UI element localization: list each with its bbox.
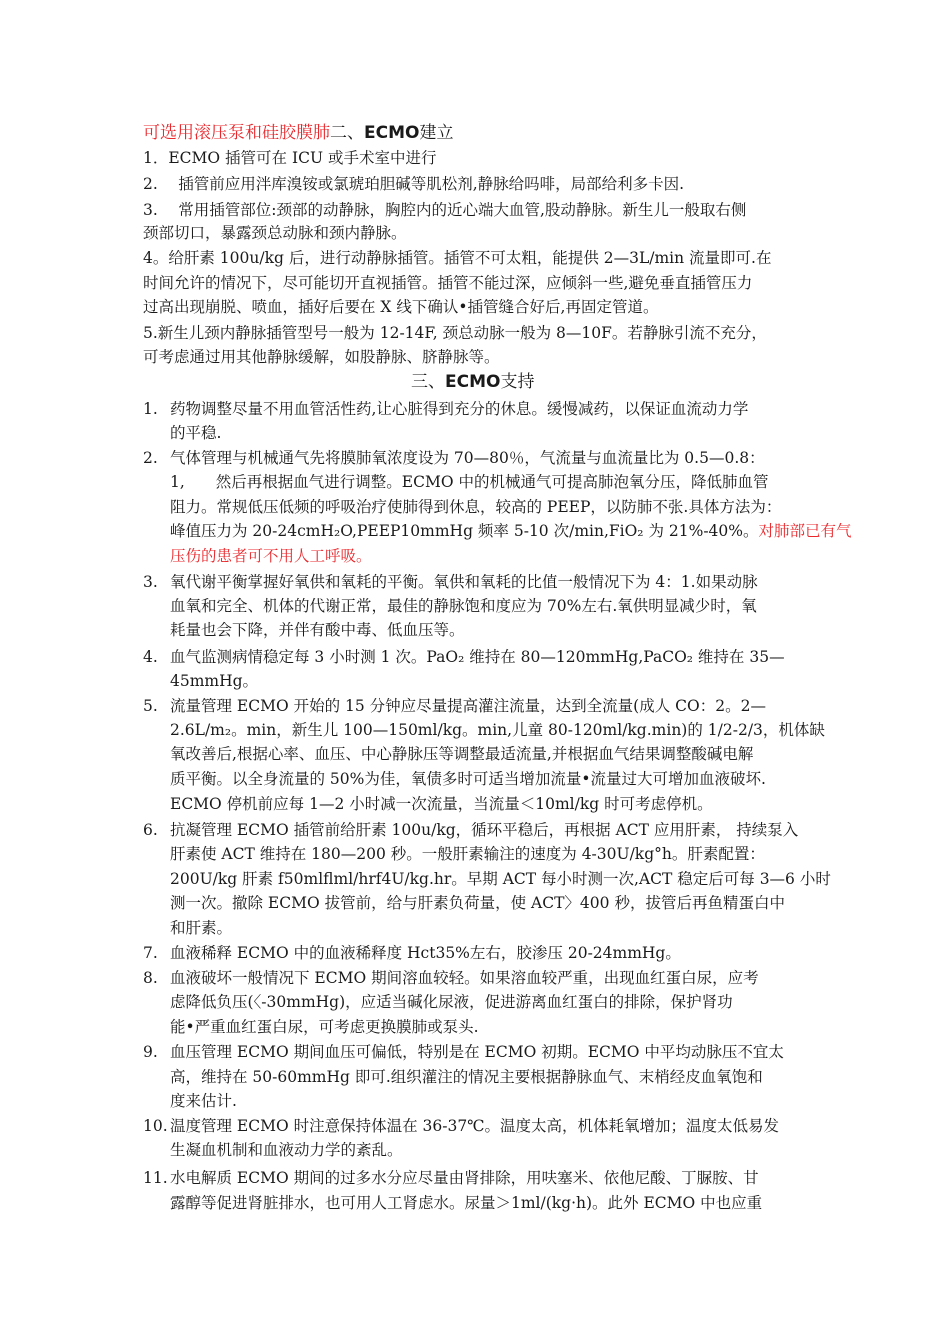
heading-text: 支持 <box>500 372 535 392</box>
heading-number: 三、 <box>411 372 445 392</box>
list-item-line: 气体管理与机械通气先将膜肺氧浓度设为 70—80％，气流量与血流量比为 0.5—0.8： <box>170 449 765 467</box>
list-number: 5. <box>143 697 158 715</box>
red-warning-text: 对肺部已有气 <box>758 522 852 540</box>
list-item-line: 温度管理 ECMO 时注意保持体温在 36-37℃。温度太高，机体耗氧增加；温度太低易发 <box>170 1117 780 1135</box>
list-number: 7. <box>143 944 158 962</box>
section-3-heading <box>411 370 534 394</box>
heading-ecmo: ECMO <box>364 123 420 143</box>
heading-text: 建立 <box>419 123 454 143</box>
list-item-line: 流量管理 ECMO 开始的 15 分钟应尽量提高灌注流量，达到全流量(成人 CO：2。2— <box>170 697 766 715</box>
list-number: 3. <box>143 573 158 591</box>
list-item-line: 测一次。撤除 ECMO 拔管前，给与肝素负荷量，使 ACT〉400 秒，拔管后再鱼精蛋白中 <box>170 894 785 912</box>
s2-line: 过高出现崩脱、喷血，插好后要在 X 线下确认•插管缝合好后,再固定管道。 <box>143 298 659 316</box>
s2-line: 3. 常用插管部位:颈部的动静脉，胸腔内的近心端大血管,股动静脉。新生儿一般取右侧 <box>143 201 747 219</box>
list-item-line: 氧代谢平衡掌握好氧供和氧耗的平衡。氧供和氧耗的比值一般情况下为 4：1.如果动脉 <box>170 573 758 591</box>
s2-line: 2. 插管前应用泮库溴铵或氯琥珀胆碱等肌松剂,静脉给吗啡，局部给利多卡因. <box>143 175 685 193</box>
list-item-line: 2.6L/m₂。min，新生儿 100—150ml/kg。min,儿童 80-120ml/kg.min)的 1/2-2/3，机体缺 <box>170 721 825 739</box>
list-item-text: 峰值压力为 20-24cmH₂O,PEEP10mmHg 频率 5-10 次/min,FiO₂ 为 21%-40%。 <box>170 522 759 540</box>
list-item-line: 质平衡。以全身流量的 50%为佳，氧债多时可适当增加流量•流量过大可增加血液破坏. <box>170 770 766 788</box>
list-item-line: 抗凝管理 ECMO 插管前给肝素 100u/kg，循环平稳后，再根据 ACT 应用肝素， 持续泵入 <box>170 821 799 839</box>
list-number: 1. <box>143 400 158 418</box>
red-prefix: 可选用滚压泵和硅胶膜肺 <box>143 123 330 143</box>
s2-line: 颈部切口，暴露颈总动脉和颈内静脉。 <box>143 224 407 242</box>
list-item-line: 45mmHg。 <box>170 672 259 690</box>
list-item-line: 虑降低负压(〈-30mmHg)，应适当碱化尿液，促进游离血红蛋白的排除，保护肾功 <box>170 993 733 1011</box>
list-item-line: 肝素使 ACT 维持在 180—200 秒。一般肝素输注的速度为 4-30U/kg°h。肝素配置： <box>170 845 765 863</box>
red-warning-line: 压伤的患者可不用人工呼吸。 <box>170 547 372 565</box>
list-number: 8. <box>143 969 158 987</box>
s2-line: 5.新生儿颈内静脉插管型号一般为 12-14F, 颈总动脉一般为 8—10F。若静脉引流不充分， <box>143 324 767 342</box>
section-2-heading <box>143 121 453 145</box>
list-item-line: 生凝血机制和血液动力学的紊乱。 <box>170 1141 403 1159</box>
list-item-line: ECMO 停机前应每 1—2 小时减一次流量，当流量＜10ml/kg 时可考虑停机。 <box>170 795 713 813</box>
list-item-line: 血氧和完全、机体的代谢正常，最佳的静脉饱和度应为 70%左右.氧供明显减少时，氧 <box>170 597 757 615</box>
list-item-line: 药物调整尽量不用血管活性药,让心脏得到充分的休息。缓慢减药，以保证血流动力学 <box>170 400 749 418</box>
list-item-line: 的平稳. <box>170 424 222 442</box>
list-item-line: 血液破坏一般情况下 ECMO 期间溶血较轻。如果溶血较严重，出现血红蛋白尿，应考 <box>170 969 759 987</box>
s2-line: 可考虑通过用其他静脉缓解，如股静脉、脐静脉等。 <box>143 348 500 366</box>
list-number: 4. <box>143 648 158 666</box>
list-item-line: 能•严重血红蛋白尿，可考虑更换膜肺或泵头. <box>170 1018 479 1036</box>
list-item-line: 高，维持在 50-60mmHg 即可.组织灌注的情况主要根据静脉血气、末梢经皮血氧饱和 <box>170 1068 763 1086</box>
list-number: 6. <box>143 821 158 839</box>
list-number: 10. <box>143 1117 168 1135</box>
list-number: 11. <box>143 1169 168 1187</box>
s2-line: 时间允许的情况下，尽可能切开直视插管。插管不能过深，应倾斜一些,避免垂直插管压力 <box>143 274 753 292</box>
list-item-line: 度来估计. <box>170 1092 237 1110</box>
list-item-line: 血气监测病情稳定每 3 小时测 1 次。PaO₂ 维持在 80—120mmHg,PaCO₂ 维持在 35— <box>170 648 785 666</box>
list-item-line: 氧改善后,根据心率、血压、中心静脉压等调整最适流量,并根据血气结果调整酸碱电解 <box>170 745 754 763</box>
list-item-line: 200U/kg 肝素 f50mlflml/hrf4U/kg.hr。早期 ACT 每小时测一次,ACT 稳定后可每 3—6 小时 <box>170 870 831 888</box>
list-item-line: 阻力。常规低压低频的呼吸治疗使肺得到休息，较高的 PEEP，以防肺不张.具体方法为： <box>170 498 782 516</box>
list-number: 9. <box>143 1043 158 1061</box>
list-item-line: 耗量也会下降，并伴有酸中毒、低血压等。 <box>170 621 465 639</box>
heading-ecmo: ECMO <box>445 372 501 392</box>
list-item-line: 和肝素。 <box>170 919 233 937</box>
list-item-line <box>170 520 852 542</box>
list-number: 2. <box>143 449 158 467</box>
list-item-line: 血压管理 ECMO 期间血压可偏低，特别是在 ECMO 初期。ECMO 中平均动脉压不宜太 <box>170 1043 784 1061</box>
heading-number: 二、 <box>330 123 364 143</box>
list-item-line: 1, 然后再根据血气进行调整。ECMO 中的机械通气可提高肺泡氧分压，降低肺血管 <box>170 473 769 491</box>
list-item-line: 血液稀释 ECMO 中的血液稀释度 Hct35%左右，胶渗压 20-24mmHg。 <box>170 944 681 962</box>
s2-line: 1．ECMO 插管可在 ICU 或手术室中进行 <box>143 149 437 167</box>
list-item-line: 露醇等促进肾脏排水，也可用人工肾虑水。尿量＞1ml/(kg·h)。此外 ECMO 中也应重 <box>170 1194 763 1212</box>
list-item-line: 水电解质 ECMO 期间的过多水分应尽量由肾排除，用呋塞米、依他尼酸、丁脲胺、甘 <box>170 1169 759 1187</box>
s2-line: 4。给肝素 100u/kg 后，进行动静脉插管。插管不可太粗，能提供 2—3L/min 流量即可.在 <box>143 249 772 267</box>
